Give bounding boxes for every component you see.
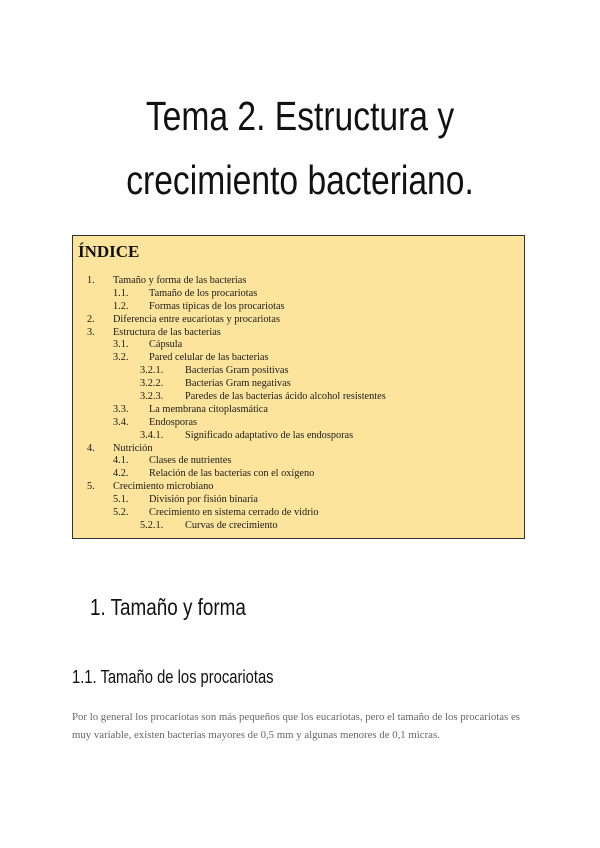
toc-item-label: Formas típicas de los procariotas: [149, 300, 285, 312]
toc-item-number: 3.2.: [113, 352, 129, 364]
toc-item-number: 1.2.: [113, 300, 129, 312]
toc-item-number: 1.: [87, 275, 95, 286]
index-box: [72, 235, 525, 539]
toc-item[interactable]: [73, 288, 524, 301]
toc-item-label: Nutrición: [113, 442, 153, 454]
section-heading-1-1: 1.1. Tamaño de los procariotas: [72, 667, 274, 687]
toc-item[interactable]: [73, 520, 524, 533]
toc-item-label: Curvas de crecimiento: [185, 519, 278, 531]
toc-item-label: División por fisión binaria: [149, 494, 258, 506]
toc-item-number: 3.2.3.: [140, 391, 164, 403]
toc-item-label: Crecimiento en sistema cerrado de vidrio: [149, 507, 319, 519]
toc-item-number: 2.: [87, 313, 95, 325]
toc-item-number: 3.: [87, 326, 95, 338]
toc-item[interactable]: [73, 430, 524, 443]
toc-item[interactable]: [73, 301, 524, 314]
toc-item-label: Tamaño y forma de las bacterias: [113, 275, 247, 286]
toc-item[interactable]: [73, 391, 524, 404]
toc-item-label: Paredes de las bacterias ácido alcohol resistentes: [185, 391, 386, 403]
toc-item-number: 4.: [87, 442, 95, 454]
toc-item-number: 4.1.: [113, 455, 129, 467]
toc-item[interactable]: [73, 275, 524, 288]
body-paragraph: Por lo general los procariotas son más pequeños que los eucariotas, pero el tamaño de los procariotas es muy variable, existen bacterias mayores de 0,5 mm y algunas menores de 0,1 micras.: [72, 711, 520, 741]
toc-item[interactable]: [73, 494, 524, 507]
toc-item-number: 3.1.: [113, 339, 129, 351]
toc-item[interactable]: [73, 365, 524, 378]
toc-item-label: Relación de las bacterias con el oxígeno: [149, 468, 315, 480]
document-title-line-1: Tema 2. Estructura y: [145, 93, 455, 139]
toc-item-number: 5.2.1.: [140, 519, 164, 531]
toc-item-label: Pared celular de las bacterias: [149, 352, 269, 364]
toc-item-number: 3.4.1.: [140, 429, 164, 441]
index-heading: ÍNDICE: [78, 242, 140, 261]
toc-item-label: Clases de nutrientes: [149, 455, 232, 467]
toc-item-number: 3.4.: [113, 416, 129, 428]
toc-item-number: 3.2.1.: [140, 365, 164, 377]
toc-item-label: Diferencia entre eucariotas y procariotas: [113, 313, 280, 325]
document-title-line-2: crecimiento bacteriano.: [126, 157, 474, 203]
toc-item-label: La membrana citoplasmática: [149, 403, 268, 415]
toc-item-number: 5.2.: [113, 507, 129, 519]
toc-item[interactable]: [73, 507, 524, 520]
toc-item[interactable]: [73, 443, 524, 456]
toc-item-label: Endosporas: [149, 416, 198, 428]
toc-item[interactable]: [73, 481, 524, 494]
toc-item-number: 3.3.: [113, 403, 129, 415]
toc-item-number: 4.2.: [113, 468, 129, 480]
section-heading-1: 1. Tamaño y forma: [90, 594, 246, 620]
toc-item[interactable]: [73, 327, 524, 340]
toc-item-number: 3.2.2.: [140, 378, 164, 390]
toc-item-label: Estructura de las bacterias: [113, 326, 221, 338]
toc-item[interactable]: [73, 339, 524, 352]
toc-item[interactable]: [73, 378, 524, 391]
toc-item-number: 5.1.: [113, 494, 129, 506]
toc-item[interactable]: [73, 404, 524, 417]
toc-item[interactable]: [73, 352, 524, 365]
toc-item[interactable]: [73, 455, 524, 468]
toc-item[interactable]: [73, 314, 524, 327]
toc-item-label: Cápsula: [149, 339, 183, 351]
toc-item[interactable]: [73, 417, 524, 430]
toc-item-label: Bacterias Gram positivas: [185, 365, 289, 377]
toc-item-number: 1.1.: [113, 287, 129, 299]
table-of-contents: [73, 275, 524, 533]
toc-item-label: Bacterias Gram negativas: [185, 378, 291, 390]
toc-item[interactable]: [73, 468, 524, 481]
toc-item-label: Crecimiento microbiano: [113, 481, 214, 493]
toc-item-label: Tamaño de los procariotas: [149, 287, 258, 299]
document-title: [54, 84, 546, 212]
toc-item-label: Significado adaptativo de las endosporas: [185, 429, 354, 441]
toc-item-number: 5.: [87, 481, 95, 493]
